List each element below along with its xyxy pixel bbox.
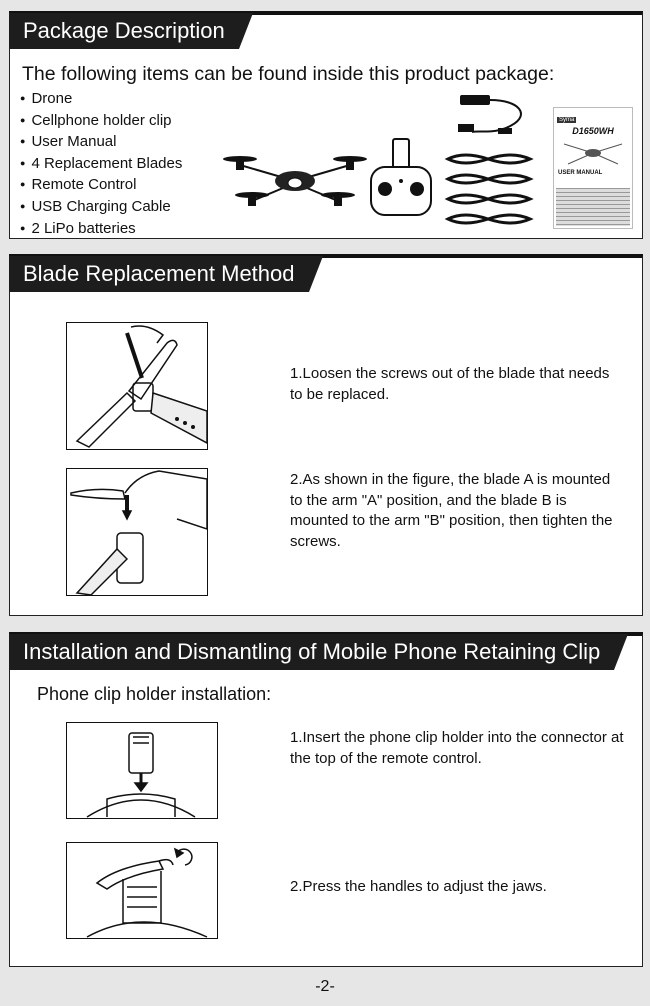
phone-clip-subtitle: Phone clip holder installation: xyxy=(37,684,272,704)
blade-replacement-section xyxy=(9,254,643,616)
list-item: ● USB Charging Cable xyxy=(20,196,182,218)
manual-drone-icon xyxy=(554,136,632,170)
phone-clip-heading: Installation and Dismantling of Mobile Phone Retaining Clip xyxy=(9,634,614,670)
manual-brand: Syma xyxy=(559,117,575,123)
blade-step-2-text: 2.As shown in the figure, the blade A is mounted to the arm "A" position, and the blade B is mounted to the arm "B" position, then tighten the screws. xyxy=(290,471,613,550)
list-item: ● Cellphone holder clip xyxy=(20,110,182,132)
blade-replacement-heading: Blade Replacement Method xyxy=(9,256,309,292)
mount-blade-figure xyxy=(66,468,208,596)
manual-cover-label: USER MANUAL xyxy=(558,170,603,176)
package-intro: The following items can be found inside this product package: xyxy=(22,63,555,85)
package-description-section xyxy=(9,11,643,239)
clip-step-1-text: 1.Insert the phone clip holder into the connector at the top of the remote control. xyxy=(290,729,624,767)
remote-control-image xyxy=(366,137,436,219)
list-item: ● Remote Control xyxy=(20,174,182,196)
blade-step-1-text: 1.Loosen the screws out of the blade that needs to be replaced. xyxy=(290,365,610,403)
clip-step-2-text: 2.Press the handles to adjust the jaws. xyxy=(290,878,547,895)
user-manual-image xyxy=(553,107,633,229)
adjust-jaws-figure xyxy=(66,842,218,939)
list-item: ● 4 Replacement Blades xyxy=(20,153,182,175)
package-items-list xyxy=(20,88,182,239)
insert-clip-figure xyxy=(66,722,218,819)
list-item: ● User Manual xyxy=(20,131,182,153)
drone-image xyxy=(222,143,368,215)
manual-model: D1650WH xyxy=(572,126,614,136)
list-item: ● Drone xyxy=(20,88,182,110)
phone-clip-section xyxy=(9,632,643,967)
usb-cable-image xyxy=(450,90,534,150)
manual-text-block xyxy=(556,188,630,226)
replacement-blades-image xyxy=(444,149,536,231)
loosen-screws-figure xyxy=(66,322,208,450)
list-item: ● 2 LiPo batteries xyxy=(20,218,182,240)
page-number: -2- xyxy=(315,978,335,995)
package-description-heading: Package Description xyxy=(9,13,239,49)
